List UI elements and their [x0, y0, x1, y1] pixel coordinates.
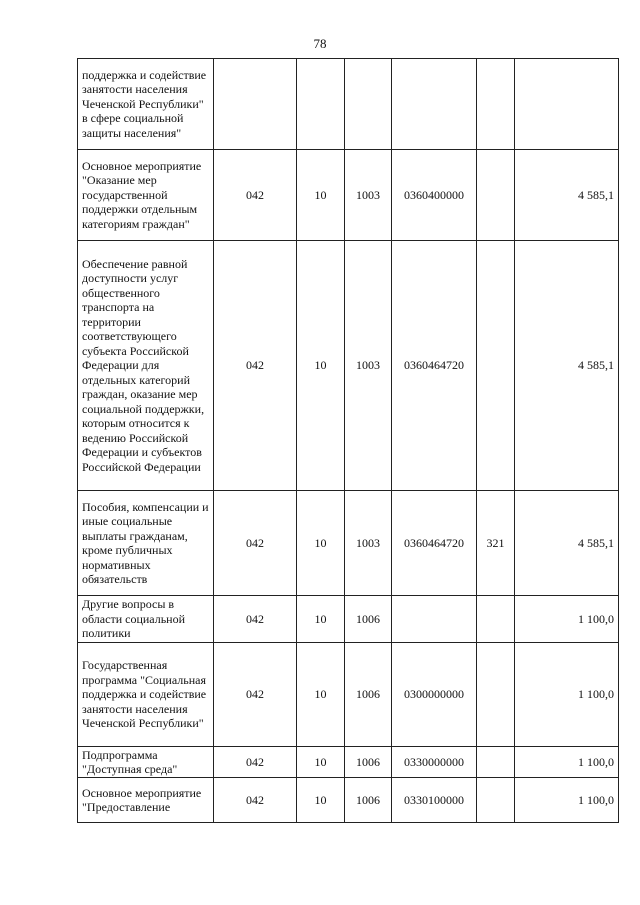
admin-code-cell: 042	[214, 150, 297, 241]
subsection-code-cell: 1003	[345, 241, 392, 491]
admin-code-cell: 042	[214, 747, 297, 778]
target-article-cell	[392, 59, 477, 150]
item-name-cell: Основное мероприятие "Предоставление	[78, 778, 214, 823]
expense-type-cell	[477, 241, 515, 491]
expense-type-cell	[477, 59, 515, 150]
table-row	[78, 241, 619, 491]
expense-type-cell	[477, 150, 515, 241]
item-name-cell: Основное мероприятие "Оказание мер государственной поддержки отдельным категориям граждан"	[78, 150, 214, 241]
expense-type-cell: 321	[477, 491, 515, 596]
subsection-code-cell	[345, 59, 392, 150]
item-name-cell: поддержка и содействие занятости населения Чеченской Республики" в сфере социальной защиты населения"	[78, 59, 214, 150]
expense-type-cell	[477, 747, 515, 778]
subsection-code-cell: 1006	[345, 643, 392, 747]
item-name-cell: Государственная программа "Социальная поддержка и содействие занятости населения Чеченской Республики"	[78, 643, 214, 747]
subsection-code-cell: 1006	[345, 596, 392, 643]
amount-cell: 1 100,0	[515, 643, 619, 747]
item-name-cell: Подпрограмма "Доступная среда"	[78, 747, 214, 778]
section-code-cell: 10	[297, 241, 345, 491]
expense-type-cell	[477, 778, 515, 823]
admin-code-cell: 042	[214, 491, 297, 596]
table-row	[78, 747, 619, 778]
table-row	[78, 150, 619, 241]
item-name-cell: Обеспечение равной доступности услуг общественного транспорта на территории соответствующего субъекта Российской Федерации для отдельных категорий граждан, оказание мер социальной поддержки, которым относится к ведению Российской Федерации и субъектов Российской Федерации	[78, 241, 214, 491]
amount-cell: 4 585,1	[515, 491, 619, 596]
subsection-code-cell: 1006	[345, 778, 392, 823]
target-article-cell	[392, 596, 477, 643]
expense-type-cell	[477, 643, 515, 747]
target-article-cell: 0330100000	[392, 778, 477, 823]
page-number: 78	[313, 36, 327, 51]
section-code-cell	[297, 59, 345, 150]
target-article-cell: 0360464720	[392, 491, 477, 596]
target-article-cell: 0300000000	[392, 643, 477, 747]
subsection-code-cell: 1003	[345, 491, 392, 596]
amount-cell: 4 585,1	[515, 150, 619, 241]
subsection-code-cell: 1003	[345, 150, 392, 241]
amount-cell: 1 100,0	[515, 778, 619, 823]
section-code-cell: 10	[297, 596, 345, 643]
amount-cell: 1 100,0	[515, 596, 619, 643]
section-code-cell: 10	[297, 747, 345, 778]
section-code-cell: 10	[297, 643, 345, 747]
admin-code-cell	[214, 59, 297, 150]
admin-code-cell: 042	[214, 596, 297, 643]
table-row	[78, 596, 619, 643]
table-row	[78, 491, 619, 596]
amount-cell: 4 585,1	[515, 241, 619, 491]
table-row	[78, 643, 619, 747]
admin-code-cell: 042	[214, 778, 297, 823]
target-article-cell: 0330000000	[392, 747, 477, 778]
admin-code-cell: 042	[214, 643, 297, 747]
table-row	[78, 778, 619, 823]
amount-cell: 1 100,0	[515, 747, 619, 778]
item-name-cell: Другие вопросы в области социальной политики	[78, 596, 214, 643]
subsection-code-cell: 1006	[345, 747, 392, 778]
budget-table	[77, 58, 619, 823]
amount-cell	[515, 59, 619, 150]
section-code-cell: 10	[297, 150, 345, 241]
table-row	[78, 59, 619, 150]
expense-type-cell	[477, 596, 515, 643]
target-article-cell: 0360464720	[392, 241, 477, 491]
admin-code-cell: 042	[214, 241, 297, 491]
section-code-cell: 10	[297, 778, 345, 823]
item-name-cell: Пособия, компенсации и иные социальные выплаты гражданам, кроме публичных нормативных обязательств	[78, 491, 214, 596]
target-article-cell: 0360400000	[392, 150, 477, 241]
section-code-cell: 10	[297, 491, 345, 596]
